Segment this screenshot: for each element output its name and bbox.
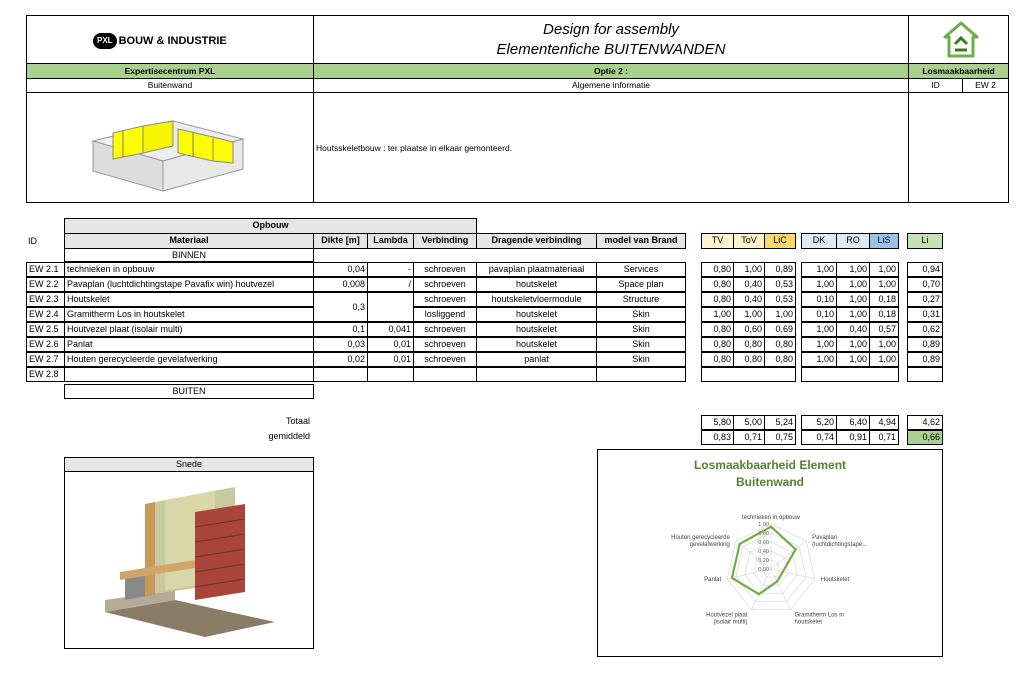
row-id: EW 2.7 [26, 352, 65, 367]
gem-dk: 0,74 [801, 430, 837, 445]
row-li: 0,27 [907, 292, 943, 307]
row-tv: 0,80 [701, 337, 734, 352]
row-dragende: houtskelet [476, 337, 597, 352]
row-tv: 1,00 [701, 307, 734, 322]
totaal-lic: 5,24 [764, 415, 796, 430]
row-materiaal: Gramitherm Los in houtskelet [64, 307, 314, 322]
radar-series-point [782, 571, 784, 573]
building-3d-image [83, 101, 253, 196]
id-value: EW 2 [962, 78, 1009, 93]
radar-spoke [751, 569, 771, 610]
row-tv: 0,80 [701, 277, 734, 292]
row-ro: 1,00 [836, 307, 870, 322]
radar-axis-label: Houtvezel plaat (isolair multi) [706, 612, 748, 626]
row-lambda-merged [367, 292, 414, 322]
row-materiaal: Houten gerecycleerde gevelafwerking [64, 352, 314, 367]
row-lambda: 0,01 [367, 337, 414, 352]
row-lic: 0,80 [764, 352, 796, 367]
snede-title: Snede [64, 457, 314, 472]
row-lambda [367, 367, 414, 382]
title-line2: Elementenfiche BUITENWANDEN [496, 41, 726, 58]
row-dikte [313, 367, 368, 382]
title-line1: Design for assembly [543, 21, 679, 38]
row-dk: 1,00 [801, 277, 837, 292]
hdr-dk: DK [801, 233, 837, 249]
row-ro: 1,00 [836, 337, 870, 352]
row-dikte: 0,03 [313, 337, 368, 352]
row-materiaal [64, 367, 314, 382]
radar-tick-label: 0,40 [758, 549, 769, 555]
row-ro: 1,00 [836, 292, 870, 307]
row-verbinding: schroeven [413, 292, 477, 307]
row-id: EW 2.3 [26, 292, 65, 307]
row-dragende: houtskelet [476, 322, 597, 337]
row-ro: 1,00 [836, 262, 870, 277]
row-dikte: 0,04 [313, 262, 368, 277]
row-dikte: 0,008 [313, 277, 368, 292]
gem-ro: 0,91 [836, 430, 870, 445]
row-dk: 0,10 [801, 292, 837, 307]
gem-lis: 0,71 [869, 430, 899, 445]
row-lic: 1,00 [764, 307, 796, 322]
header-title-cell [313, 15, 909, 64]
row-score-a-empty [701, 367, 796, 382]
row-tv: 0,80 [701, 292, 734, 307]
row-materiaal: Pavaplan (luchtdichtingstape Pavafix win) houtvezel [64, 277, 314, 292]
row-score-b-empty [801, 367, 899, 382]
row-id: EW 2.4 [26, 307, 65, 322]
row-dk: 1,00 [801, 322, 837, 337]
totaal-lis: 4,94 [869, 415, 899, 430]
row-verbinding: schroeven [413, 352, 477, 367]
row-tov: 0,80 [733, 352, 765, 367]
row-id: EW 2.2 [26, 277, 65, 292]
col-dikte: Dikte [m] [313, 233, 368, 249]
row-brand: Skin [596, 352, 686, 367]
row-verbinding: schroeven [413, 337, 477, 352]
hdr-lic: LiC [764, 233, 796, 249]
col-lambda: Lambda [367, 233, 414, 249]
row-dragende: houtskelet [476, 277, 597, 292]
radar-axis-label: Houten gerecycleerde gevelafwerking [671, 534, 730, 548]
radar-series-point [776, 581, 778, 583]
row-tv: 0,80 [701, 322, 734, 337]
row-lic: 0,53 [764, 277, 796, 292]
recycle-house-icon [941, 20, 981, 60]
row-dragende: panlat [476, 352, 597, 367]
col-verbinding: Verbinding [413, 233, 477, 249]
row-li: 0,94 [907, 262, 943, 277]
row-li: 0,89 [907, 352, 943, 367]
row-lis: 0,18 [869, 307, 899, 322]
row-lambda: / [367, 277, 414, 292]
radar-axis-label: Panlat [704, 577, 722, 584]
row-lambda: 0,01 [367, 352, 414, 367]
band-left: Expertisecentrum PXL [26, 63, 314, 79]
row-id: EW 2.1 [26, 262, 65, 277]
row-dikte-merged: 0,3 [313, 292, 368, 322]
radar-series-point [758, 593, 760, 595]
radar-series-point [770, 526, 772, 528]
binnen-label: BINNEN [64, 248, 314, 262]
row-li: 0,31 [907, 307, 943, 322]
radar-axis-label: Gramitherm Los in houtskelet [794, 612, 844, 626]
radar-tick-label: 0,00 [758, 567, 769, 573]
row-lis: 1,00 [869, 262, 899, 277]
row-brand: Structure [596, 292, 686, 307]
radar-chart-panel [597, 449, 943, 657]
row-li: 0,62 [907, 322, 943, 337]
header-icon-cell [908, 15, 1009, 64]
gem-li: 0,66 [907, 430, 943, 445]
row-tov: 0,40 [733, 292, 765, 307]
row-ro: 0,40 [836, 322, 870, 337]
row-verbinding: losliggend [413, 307, 477, 322]
chart-title-line2: Buitenwand [736, 475, 804, 489]
col-materiaal: Materiaal [64, 233, 314, 249]
radar-tick-label: 0,60 [758, 540, 769, 546]
row-lambda: 0,041 [367, 322, 414, 337]
radar-chart [598, 450, 942, 656]
opbouw-header: Opbouw [64, 218, 477, 234]
row-lic: 0,69 [764, 322, 796, 337]
row-lic: 0,89 [764, 262, 796, 277]
subband-left: Buitenwand [26, 78, 314, 93]
row-dragende: houtskelet [476, 307, 597, 322]
row-li: 0,89 [907, 337, 943, 352]
row-dragende [476, 367, 597, 382]
totaal-li: 4,62 [907, 415, 943, 430]
snede-image-cell [64, 471, 314, 649]
row-brand: Skin [596, 337, 686, 352]
row-tov: 1,00 [733, 262, 765, 277]
hdr-li: Li [907, 233, 943, 249]
totaal-tv: 5,80 [701, 415, 734, 430]
row-dikte: 0,02 [313, 352, 368, 367]
radar-tick-label: 0,80 [758, 531, 769, 537]
row-tov: 0,40 [733, 277, 765, 292]
col-dragende: Dragende verbinding [476, 233, 597, 249]
pxl-logo-text: BOUW & INDUSTRIE [118, 35, 227, 47]
row-lis: 1,00 [869, 277, 899, 292]
gem-tov: 0,71 [733, 430, 765, 445]
id-column-header: ID [28, 236, 37, 246]
radar-axis-label: Pavaplan (luchtdichtingstape... [812, 534, 868, 548]
radar-axis-label: technieken in opbouw [741, 515, 801, 521]
totaal-tov: 5,00 [733, 415, 765, 430]
col-brand: model van Brand [596, 233, 686, 249]
hdr-tov: ToV [733, 233, 765, 249]
row-materiaal: Houtvezel plaat (isolair multi) [64, 322, 314, 337]
band-middle: Optie 2 : [313, 63, 909, 79]
totaal-label: Totaal [285, 416, 310, 426]
row-materiaal: Houtskelet [64, 292, 314, 307]
row-tv: 0,80 [701, 352, 734, 367]
row-lambda: - [367, 262, 414, 277]
row-lis: 0,57 [869, 322, 899, 337]
id-label: ID [908, 78, 963, 93]
row-verbinding: schroeven [413, 322, 477, 337]
row-lis: 0,18 [869, 292, 899, 307]
radar-axis-label: Houtskelet [820, 577, 850, 584]
row-li-empty [907, 367, 943, 382]
row-materiaal: Panlat [64, 337, 314, 352]
totaal-ro: 6,40 [836, 415, 870, 430]
row-dikte: 0,1 [313, 322, 368, 337]
row-dk: 0,10 [801, 307, 837, 322]
row-lis: 1,00 [869, 337, 899, 352]
hdr-tv: TV [701, 233, 734, 249]
row-tv: 0,80 [701, 262, 734, 277]
subband-middle: Algemene informatie [313, 78, 909, 93]
row-dragende: houtskeletvloermodule [476, 292, 597, 307]
row-lis: 1,00 [869, 352, 899, 367]
row-brand [596, 367, 686, 382]
row-brand: Skin [596, 322, 686, 337]
info-right-cell [908, 92, 1009, 203]
row-tov: 0,60 [733, 322, 765, 337]
row-ro: 1,00 [836, 352, 870, 367]
header-logo-cell [26, 15, 314, 64]
row-verbinding: schroeven [413, 262, 477, 277]
row-li: 0,70 [907, 277, 943, 292]
radar-series-point [731, 577, 733, 579]
info-text: Houtsskeletbouw : ter plaatse in elkaar gemonteerd. [316, 143, 513, 153]
row-materiaal: technieken in opbouw [64, 262, 314, 277]
totaal-dk: 5,20 [801, 415, 837, 430]
gem-tv: 0,83 [701, 430, 734, 445]
row-dk: 1,00 [801, 337, 837, 352]
row-id: EW 2.5 [26, 322, 65, 337]
row-id: EW 2.6 [26, 337, 65, 352]
row-tov: 0,80 [733, 337, 765, 352]
row-tov: 1,00 [733, 307, 765, 322]
radar-series-point [795, 548, 797, 550]
row-dk: 1,00 [801, 262, 837, 277]
radar-tick-label: 1,00 [758, 522, 769, 528]
building-image-cell [26, 92, 314, 203]
pxl-logo-mark: PXL [93, 33, 117, 49]
row-brand: Space plan [596, 277, 686, 292]
row-dk: 1,00 [801, 352, 837, 367]
row-verbinding [413, 367, 477, 382]
gemiddeld-label: gemiddeld [268, 431, 310, 441]
pxl-logo [93, 32, 227, 50]
hdr-ro: RO [836, 233, 870, 249]
row-lic: 0,53 [764, 292, 796, 307]
radar-tick-label: 0,20 [758, 558, 769, 564]
info-cell [313, 92, 909, 203]
row-dragende: pavaplan plaatmateriaal [476, 262, 597, 277]
row-verbinding: schroeven [413, 277, 477, 292]
hdr-lis: LiS [869, 233, 899, 249]
row-id: EW 2.8 [26, 367, 65, 382]
band-right: Losmaakbaarheid [908, 63, 1009, 79]
row-brand: Services [596, 262, 686, 277]
buiten-label: BUITEN [64, 384, 314, 399]
row-ro: 1,00 [836, 277, 870, 292]
radar-series-point [739, 543, 741, 545]
row-lic: 0,80 [764, 337, 796, 352]
chart-title-line1: Losmaakbaarheid Element [693, 458, 847, 472]
row-brand: Skin [596, 307, 686, 322]
gem-lic: 0,75 [764, 430, 796, 445]
wall-section-image [85, 482, 285, 642]
